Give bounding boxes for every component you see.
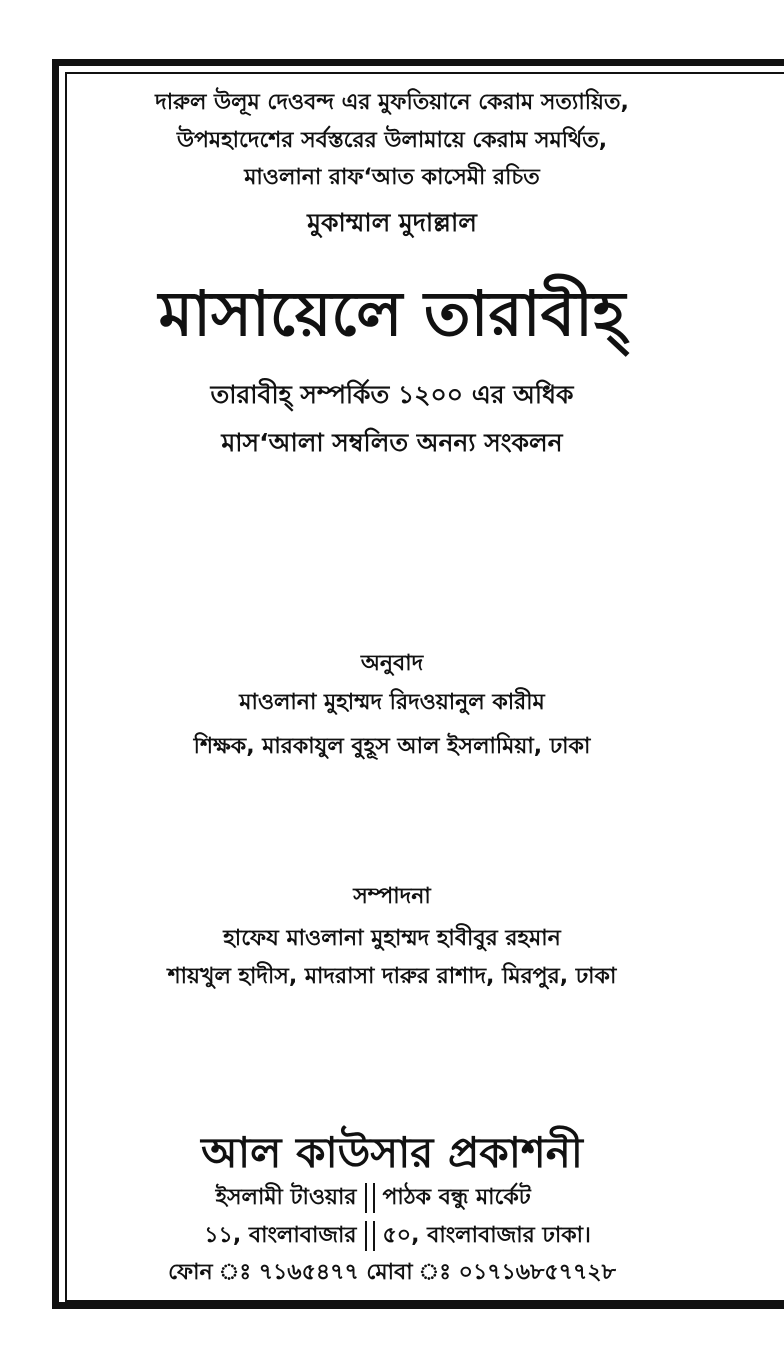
translation-heading: অনুবাদ (360, 651, 424, 676)
editor-name: হাফেয মাওলানা মুহাম্মদ হাবীবুর রহমান (223, 926, 561, 951)
publisher-address-row-1 (0, 1183, 784, 1213)
translator-name: মাওলানা মুহাম্মদ রিদওয়ানুল কারীম (239, 690, 545, 715)
address-market: পাঠক বন্ধু মার্কেট (382, 1185, 531, 1210)
address-divider (365, 1221, 375, 1251)
address-street-1: ১১, বাংলাবাজার (204, 1223, 357, 1248)
page-border-inner (65, 72, 784, 1302)
endorsement-line-1: দারুল উলূম দেওবন্দ এর মুফতিয়ানে কেরাম সত্যায়িত, (155, 90, 629, 115)
description-line-1: তারাবীহ্‌ সম্পর্কিত ১২০০ এর অধিক (210, 380, 574, 409)
publisher-address-row-2 (0, 1221, 784, 1251)
publisher-phone: ফোন ঃ ৭১৬৫৪৭৭ মোবা ঃ ০১৭১৬৮৫৭৭২৮ (168, 1260, 616, 1285)
address-street-2: ৫০, বাংলাবাজার ঢাকা। (382, 1223, 591, 1248)
book-subtitle: মুকাম্মাল মুদাল্লাল (307, 208, 477, 237)
author-line: মাওলানা রাফ‘আত কাসেমী রচিত (244, 165, 540, 190)
description-line-2: মাস‘আলা সম্বলিত অনন্য সংকলন (221, 428, 563, 457)
address-building: ইসলামী টাওয়ার (215, 1185, 357, 1210)
page-border (52, 59, 784, 1309)
editor-role: শায়খুল হাদীস, মাদরাসা দারুর রাশাদ, মিরপুর, ঢাকা (167, 964, 617, 989)
publisher-name: আল কাউসার প্রকাশনী (201, 1128, 583, 1177)
editing-heading: সম্পাদনা (353, 884, 431, 909)
book-title: মাসায়েলে তারাবীহ্‌ (158, 277, 626, 350)
translator-role: শিক্ষক, মারকাযুল বুহূস আল ইসলামিয়া, ঢাকা (193, 734, 591, 759)
address-divider (365, 1183, 375, 1213)
endorsement-line-2: উপমহাদেশের সর্বস্তরের উলামায়ে কেরাম সমর্থিত, (176, 128, 608, 153)
